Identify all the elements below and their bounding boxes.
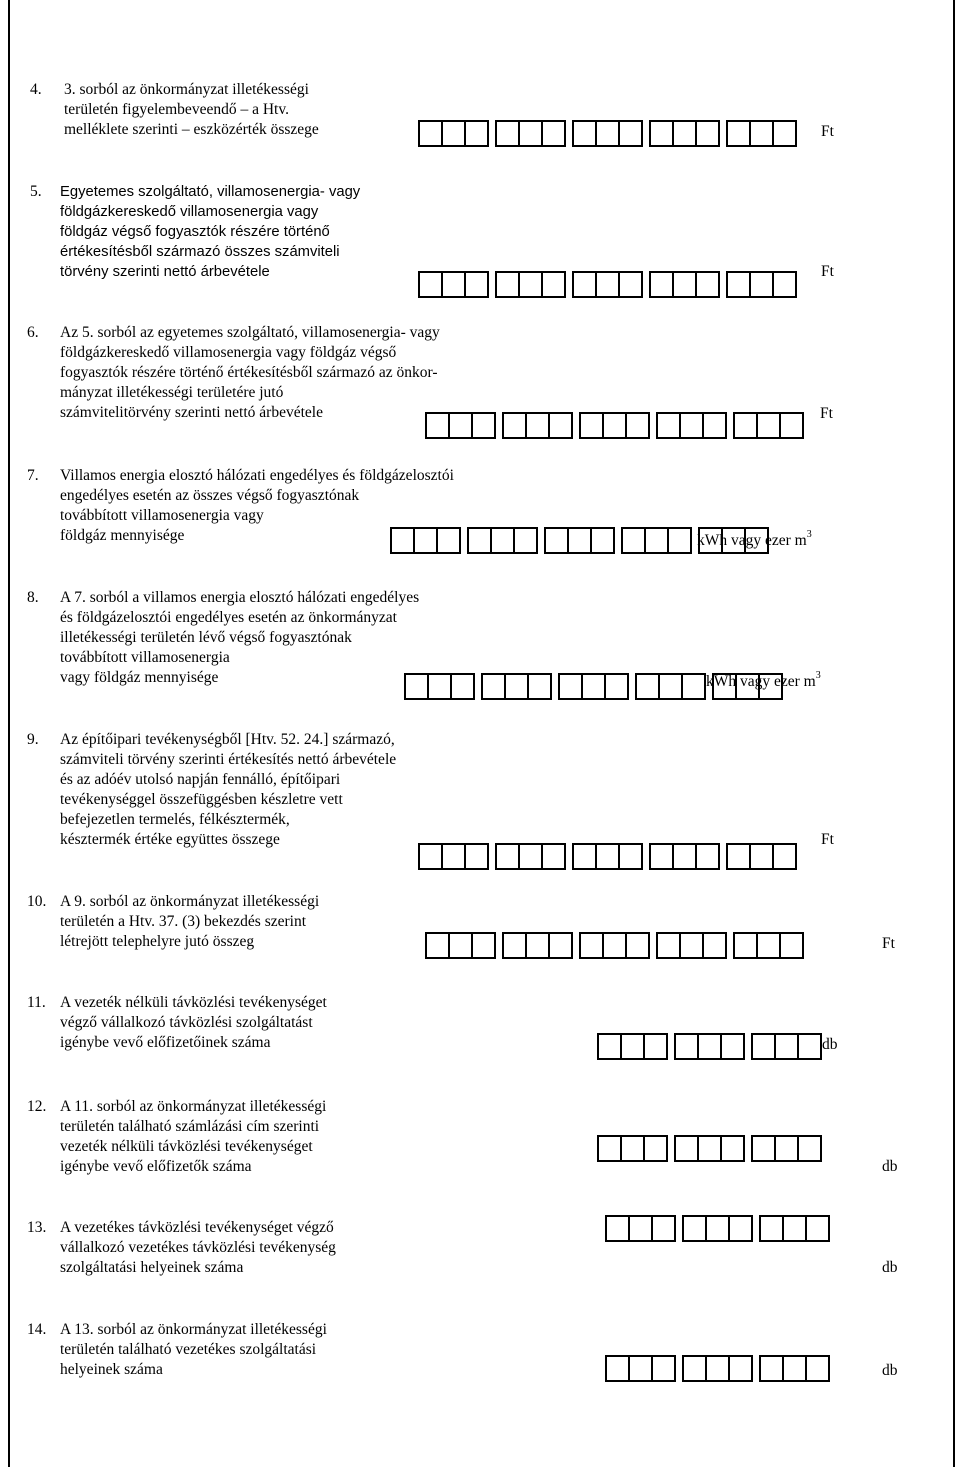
digit-group [544,527,615,554]
digit-cell[interactable] [658,673,683,700]
row-number: 8. [27,589,39,606]
digit-cell[interactable] [695,120,720,147]
digit-cell[interactable] [581,673,606,700]
digit-cell[interactable] [805,1215,830,1242]
description-line: késztermék értéke együttes összege [60,831,280,848]
description-line: földgáz végső fogyasztók részére történő [60,224,330,240]
digit-cell[interactable] [436,527,461,554]
digit-group [656,412,727,439]
digit-group [649,271,720,298]
digit-group [726,271,797,298]
unit-label [882,934,895,954]
unit-label [820,404,833,424]
digit-cell[interactable] [672,271,697,298]
digit-group [502,932,573,959]
digit-cell[interactable] [749,843,774,870]
digit-cell[interactable] [425,412,450,439]
unit-text: Ft [821,123,834,140]
digit-group [605,1215,676,1242]
digit-cell[interactable] [749,271,774,298]
digit-group [597,1135,668,1162]
row-number: 9. [27,731,39,748]
digit-cell[interactable] [733,932,758,959]
digit-group [481,673,552,700]
digit-cell[interactable] [674,1033,699,1060]
row-number: 12. [27,1098,47,1115]
digit-group [425,412,496,439]
digit-cell[interactable] [751,1033,776,1060]
digit-cell[interactable] [682,1355,707,1382]
row-number: 14. [27,1321,47,1338]
digit-cell[interactable] [602,932,627,959]
digit-cell[interactable] [602,412,627,439]
digit-cell[interactable] [720,1033,745,1060]
description-line: igénybe vevő előfizetőinek száma [60,1034,271,1051]
digit-cell[interactable] [682,1215,707,1242]
digit-group [733,412,804,439]
digit-group [759,1215,830,1242]
digit-group [572,120,643,147]
digit-group [605,1355,676,1382]
row-number: 10. [27,893,47,910]
digit-cell[interactable] [502,412,527,439]
unit-label [821,830,834,850]
description-line: vezeték nélküli távközlési tevékenységet [60,1138,313,1155]
digit-group [418,271,489,298]
digit-group [649,120,720,147]
digit-cell[interactable] [733,412,758,439]
digit-group [418,843,489,870]
digit-group [649,843,720,870]
digit-group [502,412,573,439]
description-line: A 9. sorból az önkormányzat illetékességi [60,893,320,910]
digit-cell[interactable] [779,932,804,959]
row-number: 4. [30,81,42,98]
digit-cell[interactable] [541,271,566,298]
description-line: 3. sorból az önkormányzat illetékességi [64,81,309,98]
digit-group [635,673,706,700]
digit-cell[interactable] [772,843,797,870]
unit-superscript: 3 [815,670,821,681]
digit-group [572,843,643,870]
row-description [60,1218,336,1278]
digit-cell[interactable] [779,412,804,439]
digit-cell[interactable] [427,673,452,700]
description-line: törvény szerinti nettó árbevétele [60,264,270,280]
digit-cell[interactable] [759,1355,784,1382]
description-line: és földgázelosztói engedélyes esetén az önkormányzat [60,609,397,626]
digit-group [404,673,475,700]
description-line: továbbított villamosenergia vagy [60,507,264,524]
unit-text: Ft [821,831,834,848]
digit-cell[interactable] [644,527,669,554]
digit-cell[interactable] [759,1215,784,1242]
digit-cell[interactable] [618,271,643,298]
description-line: és az adóév utolsó napján fennálló, építőipari [60,771,341,788]
digit-cell[interactable] [579,412,604,439]
digit-group [495,120,566,147]
unit-superscript: 3 [806,529,812,540]
digit-cell[interactable] [625,932,650,959]
digit-cell[interactable] [450,673,475,700]
digit-cell[interactable] [413,527,438,554]
digit-cell[interactable] [464,120,489,147]
digit-group [495,271,566,298]
description-line: illetékességi területén lévő végső fogyasztónak [60,629,352,646]
digit-group [656,932,727,959]
unit-text: db [882,1259,898,1276]
digit-cell[interactable] [618,843,643,870]
digit-group [682,1215,753,1242]
digit-cell[interactable] [618,120,643,147]
digit-cell[interactable] [656,412,681,439]
digit-group [572,271,643,298]
description-line: területén található számlázási cím szerinti [60,1118,320,1135]
digit-cell[interactable] [697,1135,722,1162]
unit-text: Ft [821,263,834,280]
description-line: Az 5. sorból az egyetemes szolgáltató, villamosenergia- vagy [60,324,440,341]
digit-group [759,1355,830,1382]
digit-boxes [597,1033,822,1060]
digit-group [390,527,461,554]
digit-group [621,527,692,554]
digit-cell[interactable] [525,412,550,439]
digit-group [467,527,538,554]
digit-cell[interactable] [518,120,543,147]
digit-cell[interactable] [649,843,674,870]
row-description [60,993,327,1053]
digit-cell[interactable] [651,1215,676,1242]
digit-cell[interactable] [672,120,697,147]
digit-group [674,1033,745,1060]
digit-group [558,673,629,700]
description-line: földgáz mennyisége [60,527,185,544]
unit-text: Ft [882,935,895,952]
digit-cell[interactable] [567,527,592,554]
digit-cell[interactable] [390,527,415,554]
digit-boxes [418,120,797,147]
description-line: létrejött telephelyre jutó összeg [60,933,255,950]
digit-cell[interactable] [672,843,697,870]
digit-group [751,1033,822,1060]
description-line: igénybe vevő előfizetők száma [60,1158,252,1175]
digit-cell[interactable] [464,271,489,298]
digit-group [726,120,797,147]
digit-cell[interactable] [441,120,466,147]
digit-boxes [425,412,804,439]
digit-cell[interactable] [597,1033,622,1060]
digit-cell[interactable] [418,271,443,298]
digit-cell[interactable] [541,843,566,870]
digit-group [579,932,650,959]
digit-cell[interactable] [797,1135,822,1162]
digit-group [726,843,797,870]
digit-cell[interactable] [756,932,781,959]
unit-label [882,1157,898,1177]
digit-boxes [425,932,804,959]
digit-cell[interactable] [772,271,797,298]
digit-cell[interactable] [502,932,527,959]
digit-cell[interactable] [726,843,751,870]
digit-cell[interactable] [527,673,552,700]
digit-cell[interactable] [595,120,620,147]
digit-cell[interactable] [425,932,450,959]
description-line: A vezetékes távközlési tevékenységet végző [60,1219,334,1236]
digit-cell[interactable] [705,1355,730,1382]
unit-text: kWh vagy ezer m [706,673,816,691]
digit-cell[interactable] [620,1135,645,1162]
description-line: melléklete szerinti – eszközérték összege [64,121,319,138]
digit-cell[interactable] [518,843,543,870]
row-number: 5. [30,183,42,200]
digit-cell[interactable] [705,1215,730,1242]
digit-cell[interactable] [695,271,720,298]
description-line: számviteli törvény szerinti értékesítés nettó árbevétele [60,751,397,768]
digit-cell[interactable] [481,673,506,700]
digit-cell[interactable] [471,932,496,959]
description-line: tevékenységgel összefüggésben készletre vett [60,791,343,808]
description-line: földgázkereskedő villamosenergia vagy [60,204,319,220]
digit-group [674,1135,745,1162]
digit-cell[interactable] [595,271,620,298]
unit-label [882,1258,898,1278]
digit-cell[interactable] [656,932,681,959]
description-line: A 11. sorból az önkormányzat illetékességi [60,1098,327,1115]
digit-cell[interactable] [674,1135,699,1162]
description-line: mányzat illetékességi területére jutó [60,384,284,401]
row-description [60,588,419,688]
digit-cell[interactable] [621,527,646,554]
digit-cell[interactable] [605,1215,630,1242]
digit-cell[interactable] [697,1033,722,1060]
digit-cell[interactable] [681,673,706,700]
row-description [60,323,440,423]
description-line: vagy földgáz mennyisége [60,669,219,686]
digit-cell[interactable] [726,271,751,298]
description-line: engedélyes esetén az összes végső fogyasztónak [60,487,360,504]
digit-cell[interactable] [418,120,443,147]
digit-cell[interactable] [595,843,620,870]
digit-cell[interactable] [695,843,720,870]
digit-cell[interactable] [471,412,496,439]
digit-cell[interactable] [504,673,529,700]
digit-cell[interactable] [651,1355,676,1382]
digit-group [733,932,804,959]
description-line: Villamos energia elosztó hálózati engedélyes és földgázelosztói [60,467,454,484]
description-line: vállalkozó vezetékes távközlési tevékenység [60,1239,336,1256]
digit-boxes [605,1355,830,1382]
description-line: földgázkereskedő villamosenergia vagy földgáz végső [60,344,397,361]
digit-cell[interactable] [590,527,615,554]
digit-cell[interactable] [490,527,515,554]
digit-cell[interactable] [649,120,674,147]
row-description [60,1320,327,1380]
description-line: befejezetlen termelés, félkésztermék, [60,811,290,828]
digit-cell[interactable] [772,120,797,147]
digit-cell[interactable] [464,843,489,870]
digit-cell[interactable] [751,1135,776,1162]
digit-cell[interactable] [643,1135,668,1162]
digit-cell[interactable] [525,932,550,959]
unit-text: db [882,1158,898,1175]
digit-cell[interactable] [448,412,473,439]
unit-text: db [882,1362,898,1379]
digit-cell[interactable] [495,843,520,870]
unit-text: kWh vagy ezer m [697,532,807,550]
description-line: területén figyelembeveendő – a Htv. [64,101,289,118]
unit-label [821,122,834,142]
digit-group [682,1355,753,1382]
row-number: 6. [27,324,39,341]
description-line: fogyasztók részére történő értékesítésből származó az önkor- [60,364,438,381]
description-line: területén a Htv. 37. (3) bekezdés szerint [60,913,307,930]
digit-group [579,412,650,439]
description-line: számvitelitörvény szerinti nettó árbevétele [60,404,323,421]
digit-group [425,932,496,959]
digit-cell[interactable] [805,1355,830,1382]
digit-cell[interactable] [604,673,629,700]
digit-cell[interactable] [513,527,538,554]
digit-group [597,1033,668,1060]
digit-cell[interactable] [544,527,569,554]
unit-text: db [822,1036,838,1053]
digit-cell[interactable] [679,932,704,959]
unit-label [697,527,812,551]
digit-cell[interactable] [702,412,727,439]
digit-boxes [418,271,797,298]
digit-cell[interactable] [548,932,573,959]
row-number: 11. [27,994,46,1011]
digit-cell[interactable] [558,673,583,700]
description-line: Az építőipari tevékenységből [Htv. 52. 24.] származó, [60,731,395,748]
description-line: helyeinek száma [60,1361,163,1378]
digit-cell[interactable] [495,271,520,298]
digit-cell[interactable] [774,1135,799,1162]
digit-cell[interactable] [679,412,704,439]
digit-cell[interactable] [782,1355,807,1382]
description-line: A vezeték nélküli távközlési tevékenységet [60,994,327,1011]
digit-cell[interactable] [625,412,650,439]
digit-cell[interactable] [404,673,429,700]
digit-cell[interactable] [628,1355,653,1382]
digit-cell[interactable] [628,1215,653,1242]
digit-cell[interactable] [441,271,466,298]
description-line: Egyetemes szolgáltató, villamosenergia- vagy [60,184,361,200]
digit-cell[interactable] [495,120,520,147]
digit-cell[interactable] [728,1215,753,1242]
description-line: értékesítésből származó összes számviteli [60,244,340,260]
description-line: A 13. sorból az önkormányzat illetékességi [60,1321,327,1338]
digit-cell[interactable] [782,1215,807,1242]
digit-cell[interactable] [797,1033,822,1060]
row-description [60,182,360,282]
digit-cell[interactable] [597,1135,622,1162]
row-description [64,80,319,140]
unit-label [706,668,821,692]
digit-cell[interactable] [448,932,473,959]
digit-boxes [597,1135,822,1162]
digit-cell[interactable] [548,412,573,439]
unit-label [821,262,834,282]
unit-text: Ft [820,405,833,422]
unit-label [882,1361,898,1381]
digit-cell[interactable] [572,843,597,870]
digit-cell[interactable] [756,412,781,439]
digit-boxes [605,1215,830,1242]
digit-cell[interactable] [541,120,566,147]
row-description [60,892,319,952]
digit-cell[interactable] [518,271,543,298]
digit-cell[interactable] [620,1033,645,1060]
description-line: szolgáltatási helyeinek száma [60,1259,244,1276]
digit-cell[interactable] [441,843,466,870]
row-number: 7. [27,467,39,484]
digit-group [751,1135,822,1162]
row-description [60,730,396,850]
digit-cell[interactable] [643,1033,668,1060]
digit-cell[interactable] [635,673,660,700]
digit-group [495,843,566,870]
digit-cell[interactable] [467,527,492,554]
digit-cell[interactable] [572,120,597,147]
digit-cell[interactable] [579,932,604,959]
description-line: területén található vezetékes szolgáltatási [60,1341,317,1358]
digit-cell[interactable] [728,1355,753,1382]
digit-cell[interactable] [572,271,597,298]
digit-cell[interactable] [774,1033,799,1060]
digit-cell[interactable] [418,843,443,870]
digit-cell[interactable] [605,1355,630,1382]
digit-cell[interactable] [749,120,774,147]
row-number: 13. [27,1219,47,1236]
description-line: végző vállalkozó távközlési szolgáltatást [60,1014,313,1031]
digit-group [418,120,489,147]
digit-cell[interactable] [720,1135,745,1162]
digit-boxes [418,843,797,870]
digit-cell[interactable] [726,120,751,147]
description-line: A 7. sorból a villamos energia elosztó hálózati engedélyes [60,589,420,606]
description-line: továbbított villamosenergia [60,649,230,666]
digit-cell[interactable] [667,527,692,554]
digit-cell[interactable] [649,271,674,298]
row-description [60,1097,326,1177]
digit-cell[interactable] [702,932,727,959]
unit-label [822,1035,838,1055]
